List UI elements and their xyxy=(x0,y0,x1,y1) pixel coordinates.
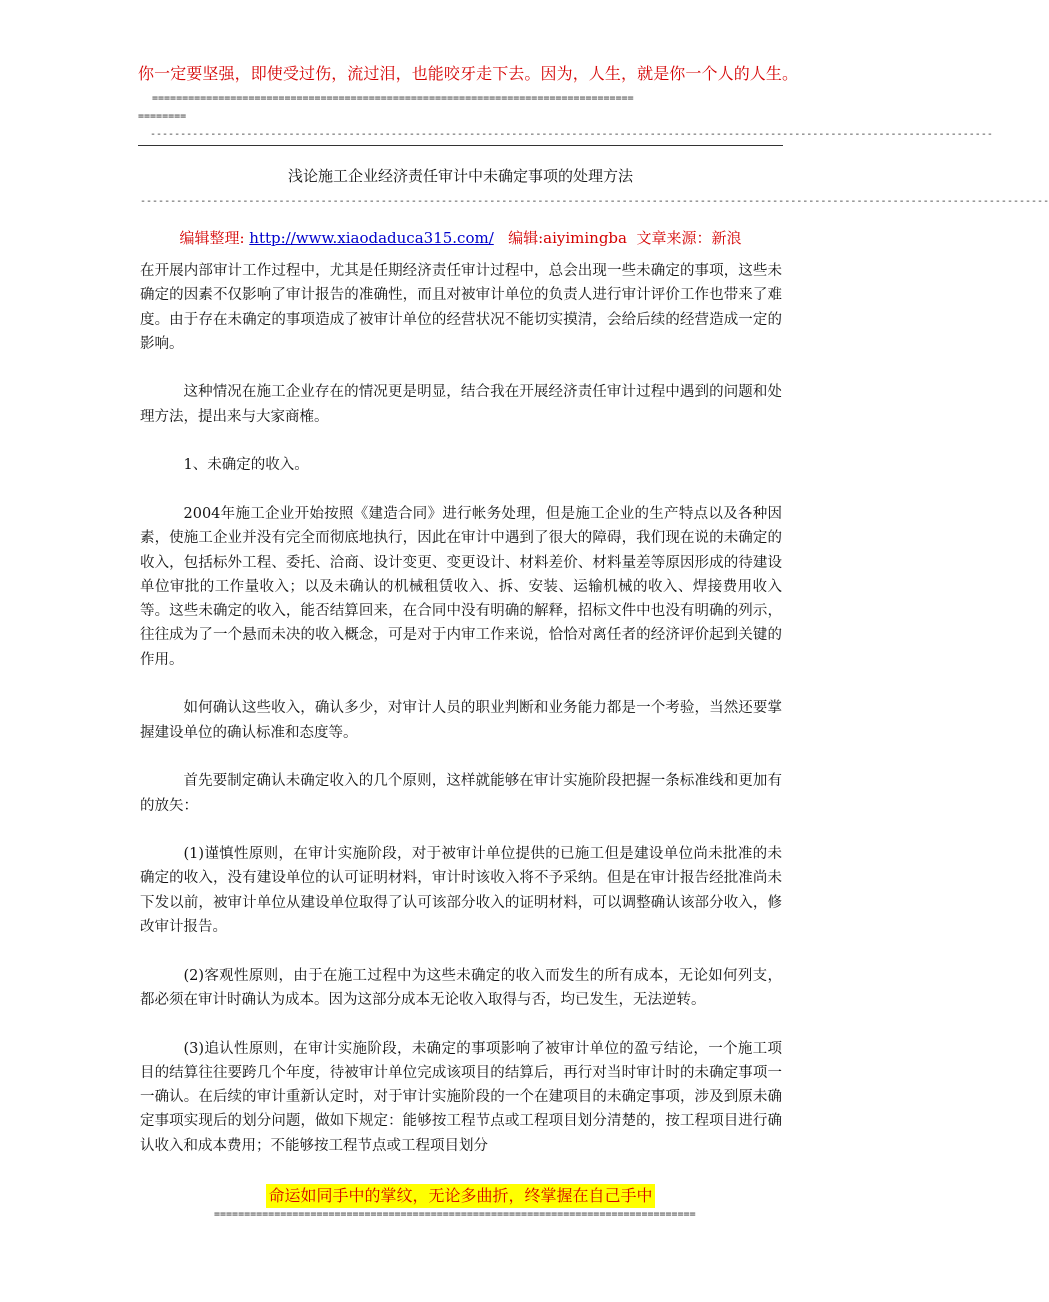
paragraph: 1、未确定的收入。 xyxy=(183,457,309,474)
source-line xyxy=(138,226,783,250)
paragraph: 这种情况在施工企业存在的情况更是明显，结合我在开展经济责任审计过程中遇到的问题和处理方法，提出来与大家商榷。 xyxy=(140,384,782,425)
editor-label: 编辑整理: xyxy=(179,229,250,247)
paragraph: (1)谨慎性原则，在审计实施阶段，对于被审计单位提供的已施工但是建设单位尚未批准的未确定的收入，没有建设单位的认可证明材料，审计时该收入将不予采纳。但是在审计报告经批准尚未下发以前，被审计单位从建设单位取得了认可该部分收入的证明材料，可以调整确认该部分收入，修改审计报告。 xyxy=(140,846,782,936)
article-body xyxy=(140,259,782,1182)
paragraph: (3)追认性原则，在审计实施阶段，未确定的事项影响了被审计单位的盈亏结论，一个施工项目的结算往往要跨几个年度，待被审计单位完成该项目的结算后，再行对当时审计时的未确定事项一一确认。在后续的审计重新认定时，对于审计实施阶段的一个在建项目的未确定事项，涉及到原未确定事项实现后的划分问题，做如下规定：能够按工程节点或工程项目划分清楚的，按工程项目进行确认收入和成本费用；不能够按工程节点或工程项目划分 xyxy=(140,1040,782,1154)
source-link[interactable]: http://www.xiaodaduca315.com/ xyxy=(249,229,494,247)
dash-rule-top: -------------------------------------------------------------------------------------------------------------------------------------------- xyxy=(150,129,993,140)
article-origin: 文章来源：新浪 xyxy=(636,229,742,247)
paragraph: 在开展内部审计工作过程中，尤其是任期经济责任审计过程中，总会出现一些未确定的事项，这些未确定的因素不仅影响了审计报告的准确性，而且对被审计单位的负责人进行审计评价工作也带来了难度。由于存在未确定的事项造成了被审计单位的经营状况不能切实摸清，会给后续的经营造成一定的影响。 xyxy=(140,263,782,352)
equals-rule-top-continued: ======== xyxy=(138,111,187,122)
paragraph: 2004年施工企业开始按照《建造合同》进行帐务处理，但是施工企业的生产特点以及各种因素，使施工企业并没有完全而彻底地执行，因此在审计中遇到了很大的障碍，我们现在说的未确定的收入，包括标外工程、委托、洽商、设计变更、变更设计、材料差价、材料量差等原因形成的待建设单位审批的工作量收入；以及未确认的机械租赁收入、拆、安装、运输机械的收入、焊接费用收入等。这些未确定的收入，能否结算回来，在合同中没有明确的解释，招标文件中也没有明确的列示，往往成为了一个悬而未决的收入概念，可是对于内审工作来说，恰恰对离任者的经济评价起到关键的作用。 xyxy=(140,505,782,668)
paragraph: 如何确认这些收入，确认多少，对审计人员的职业判断和业务能力都是一个考验，当然还要掌握建设单位的确认标准和态度等。 xyxy=(140,700,782,741)
paragraph: (2)客观性原则，由于在施工过程中为这些未确定的收入而发生的所有成本，无论如何列支，都必须在审计时确认为成本。因为这部分成本无论收入取得与否，均已发生，无法逆转。 xyxy=(140,967,782,1008)
equals-rule-bottom: ================================================================================ xyxy=(214,1209,696,1220)
header-divider xyxy=(138,145,783,146)
bottom-motto: 命运如同手中的掌纹，无论多曲折，终掌握在自己手中 xyxy=(266,1184,654,1208)
top-motto: 你一定要坚强，即使受过伤，流过泪，也能咬牙走下去。因为，人生，就是你一个人的人生。 xyxy=(138,64,799,83)
footer xyxy=(138,1184,783,1208)
editor-name: 编辑:aiyimingba xyxy=(508,229,627,247)
equals-rule-top: ================================================================================ xyxy=(152,93,634,104)
dash-rule-title: ------------------------------------------------------------------------------------------------------------------------------------------------------- xyxy=(140,196,1049,207)
article-title: 浅论施工企业经济责任审计中未确定事项的处理方法 xyxy=(287,167,633,185)
paragraph: 首先要制定确认未确定收入的几个原则，这样就能够在审计实施阶段把握一条标准线和更加有的放矢： xyxy=(140,773,782,814)
